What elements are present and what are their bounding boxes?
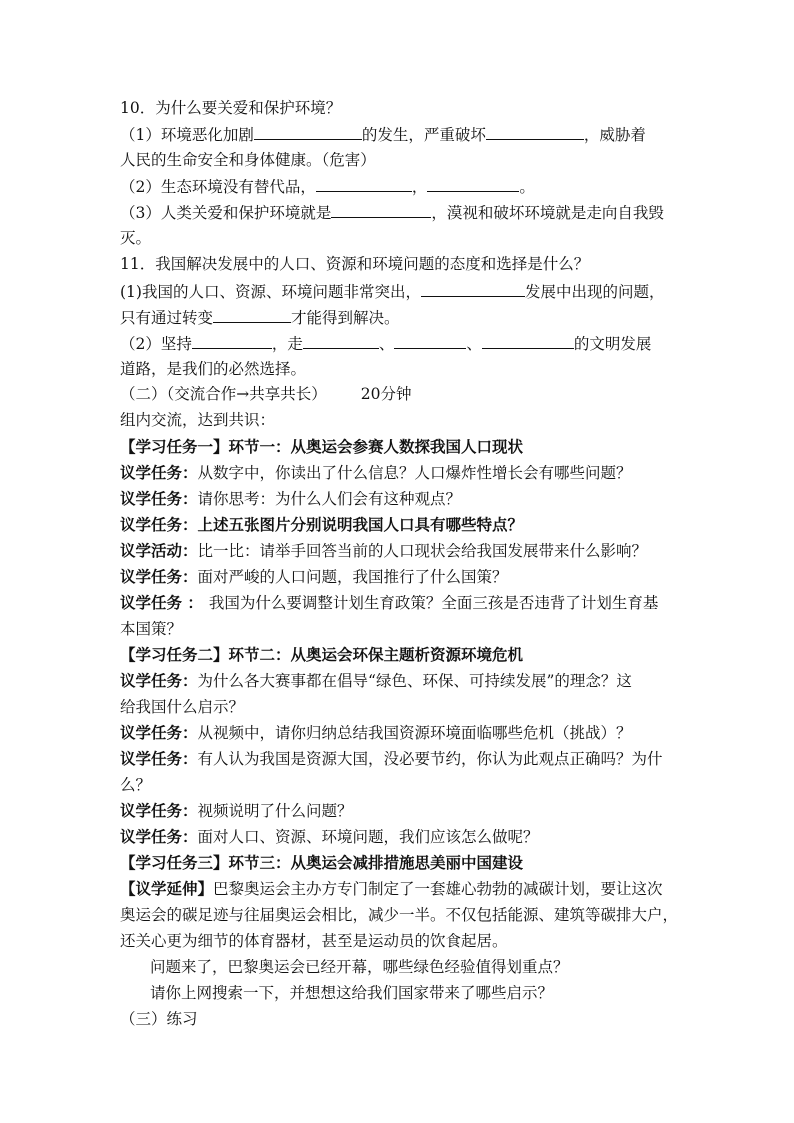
fill-blank [303,333,379,349]
q10-line-4 [120,202,664,223]
item-text: 为什么各大赛事都在倡导“绿色、环保、可持续发展”的理念？这 [197,672,632,690]
item-label: 议学任务： [120,463,198,482]
q11-text: 、 [378,335,395,353]
q10-text: ， [411,178,428,196]
item-text: 面对严峻的人口问题，我国推行了什么国策？ [197,568,508,586]
task-1-item [120,463,632,483]
task-2-item [120,723,632,743]
item-label: 议学任务： [120,515,198,534]
task-2-item [120,671,632,691]
task-3-paragraph: 问题来了，巴黎奥运会已经开幕，哪些绿色经验值得划重点？ [150,958,569,976]
item-label: 议学任务： [120,723,198,742]
task-1-item [120,593,658,613]
section-time: 20分钟 [360,385,412,403]
q10-line-2: 人民的生命安全和身体健康。（危害） [120,151,376,169]
task-3-header: 【学习任务三】环节三：从奥运会减排措施思美丽中国建设 [120,853,524,872]
item-label: 议学活动： [120,541,198,560]
section-3-heading: （三）练习 [120,1010,198,1028]
task-2-item [120,827,539,847]
fill-blank [394,333,466,349]
task-3-extension [120,879,663,899]
task-3-extension-cont: 奥运会的碳足迹与往届奥运会相比，减少一半。不仅包括能源、建筑等碳排大户， [120,906,679,924]
q10-text: 的发生，严重破坏 [361,126,486,144]
task-1-item [120,489,461,509]
item-text: 我国为什么要调整计划生育政策？全面三孩是否违背了计划生育基 [208,594,659,612]
task-1-item [120,515,523,535]
task-2-header: 【学习任务二】环节二：从奥运会环保主题析资源环境危机 [120,645,524,664]
q10-text: （3）人类关爱和保护环境就是 [120,204,332,222]
item-text: 面对人口、资源、环境问题，我们应该怎么做呢？ [197,828,539,846]
fill-blank [192,333,272,349]
q11-text: (1)我国的人口、资源、环境问题非常突出， [120,283,421,301]
q11-line-4: 道路，是我们的必然选择。 [120,360,307,378]
item-text: 有人认为我国是资源大国，没必要节约，你认为此观点正确吗？为什 [197,750,663,768]
fill-blank [254,124,362,140]
task-2-item-cont: 给我国什么启示？ [120,698,245,716]
task-1-item [120,567,508,587]
section-2-heading [120,384,411,404]
fill-blank [427,176,519,192]
task-2-item [120,801,353,821]
q10-text: （1）环境恶化加剧 [120,126,254,144]
q11-text: 发展中出现的问题， [524,283,665,301]
q10-line-3 [120,176,535,197]
question-10-title: 10．为什么要关爱和保护环境？ [120,99,342,117]
extension-text: 巴黎奥运会主办方专门制定了一套雄心勃勃的减碳计划，要让这次 [213,880,663,898]
fill-blank [482,333,574,349]
item-label: 议学任务： [120,567,198,586]
fill-blank [421,281,525,297]
section-2-intro: 组内交流，达到共识： [120,411,276,429]
task-2-item [120,749,663,769]
task-1-item [120,541,647,561]
question-11-title: 11．我国解决发展中的人口、资源和环境问题的态度和选择是什么？ [120,255,590,273]
item-label: 议学任务： [120,489,198,508]
item-text: 视频说明了什么问题？ [197,802,353,820]
q10-text: 。 [519,178,535,196]
q11-text: ，走 [271,335,303,353]
task-1-item-cont: 本国策？ [120,620,183,638]
task-2-item-cont: 么？ [120,776,152,794]
item-text: 上述五张图片分别说明我国人口具有哪些特点？ [197,515,524,534]
item-text: 从视频中，请你归纳总结我国资源环境面临哪些危机（挑战）？ [197,724,632,742]
q10-line-5: 灭。 [120,229,152,247]
item-label: 议学任务： [120,827,198,846]
item-text: 比一比：请举手回答当前的人口现状会给我国发展带来什么影响？ [197,542,648,560]
q11-line-1 [120,281,664,302]
q11-text: （2）坚持 [120,335,192,353]
q11-text: 只有通过转变 [120,309,214,327]
section-title: （二）（交流合作→共享共长） [120,385,327,403]
q11-text: 才能得到解决。 [291,309,400,327]
item-text: 请你思考：为什么人们会有这种观点？ [197,490,462,508]
q10-text: ，威胁着 [583,126,646,144]
task-3-extension-cont: 还关心更为细节的体育器材，甚至是运动员的饮食起居。 [120,932,508,950]
item-label: 议学任务： [120,671,198,690]
task-3-paragraph: 请你上网搜索一下，并想想这给我们国家带来了哪些启示？ [150,984,554,1002]
q10-text: （2）生态环境没有替代品， [120,178,316,196]
extension-label: 【议学延伸】 [120,879,214,898]
q11-text: 、 [466,335,482,353]
fill-blank [486,124,584,140]
q10-text: ，漠视和破坏环境就是走向自我毁 [431,204,664,222]
item-label: 议学任务： [120,801,198,820]
item-label: 议学任务 ： [120,593,203,612]
q11-line-3 [120,333,651,354]
fill-blank [213,307,291,323]
q11-line-2 [120,307,400,328]
item-text: 从数字中，你读出了什么信息？人口爆炸性增长会有哪些问题？ [197,464,632,482]
task-1-header: 【学习任务一】环节一：从奥运会参赛人数探我国人口现状 [120,437,524,456]
item-label: 议学任务： [120,749,198,768]
q11-text: 的文明发展 [573,335,652,353]
fill-blank [316,176,412,192]
q10-line-1 [120,124,646,145]
fill-blank [331,202,431,218]
